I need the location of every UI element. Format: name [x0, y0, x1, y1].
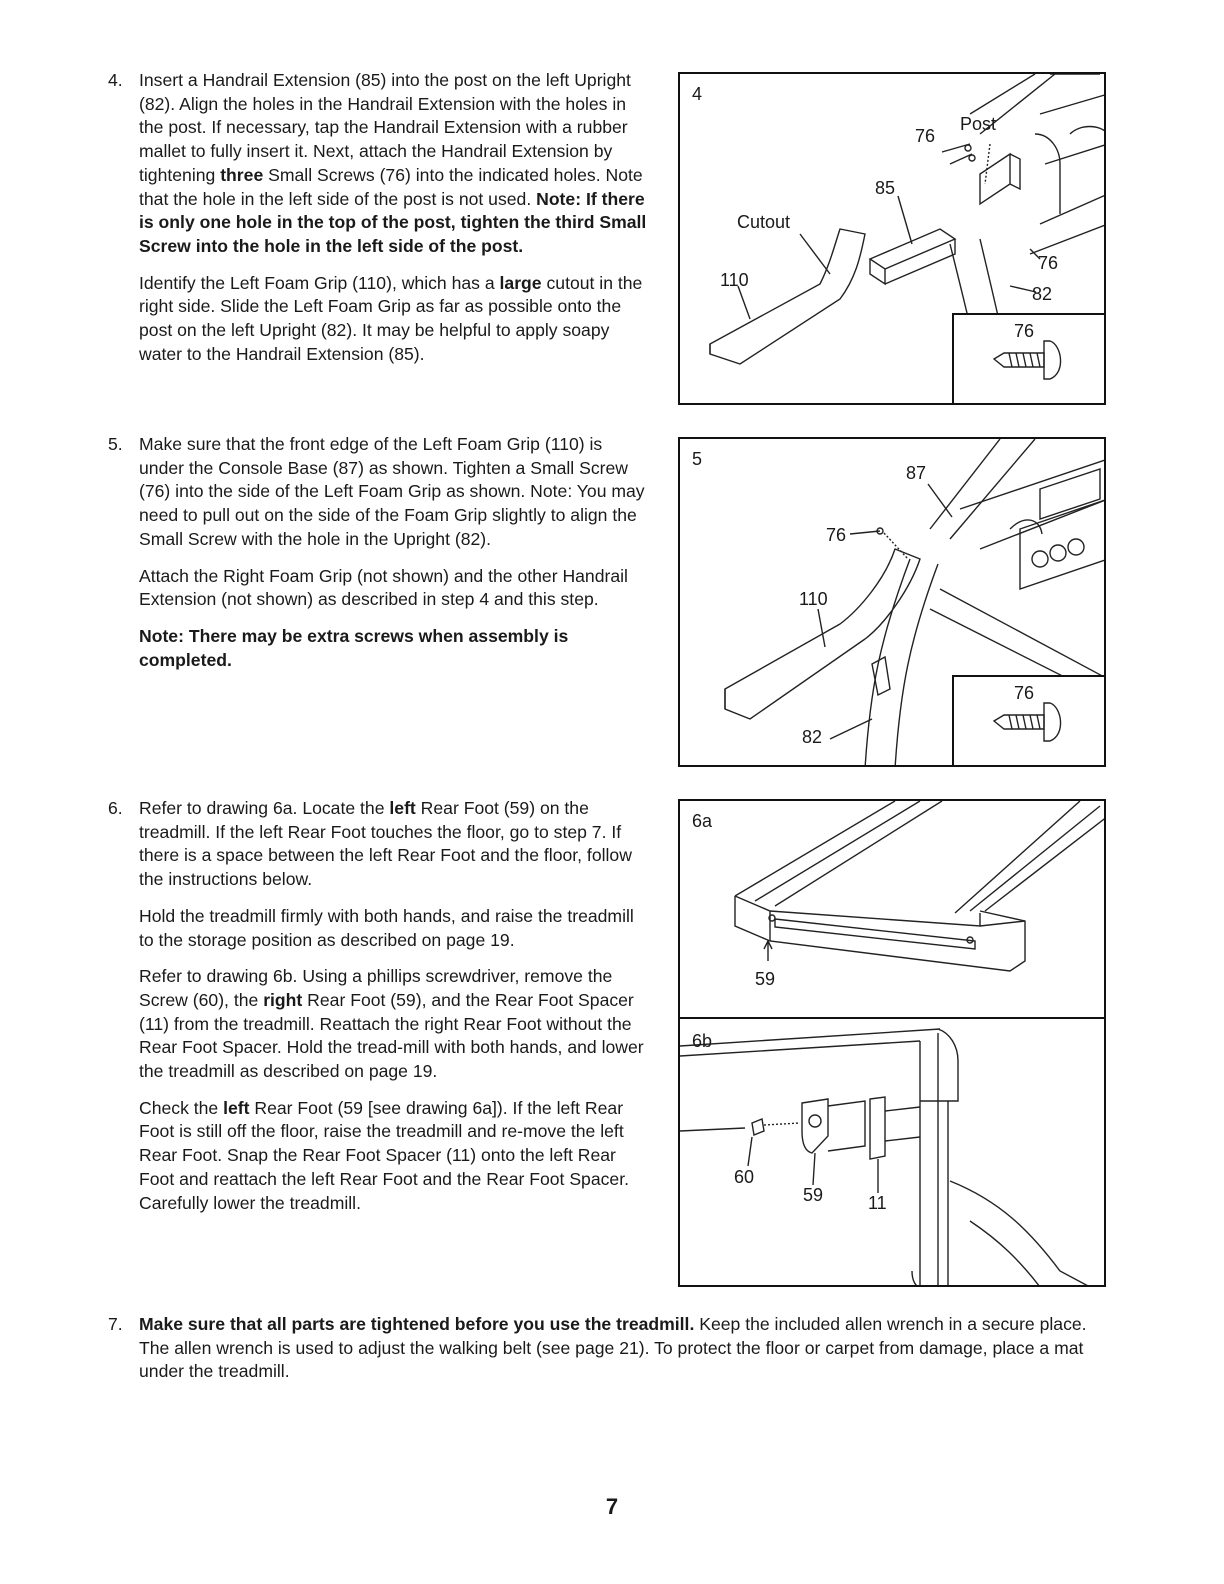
- step-paragraph: [139, 797, 648, 892]
- text-run: Hold the treadmill firmly with both hands, and raise the treadmill to the storage position as described on page 19.: [139, 905, 634, 950]
- callout-76: 76: [915, 126, 936, 146]
- step-5: [108, 433, 648, 685]
- step-7: [108, 1313, 1108, 1397]
- text-run: Small Screws (76) into the indicated holes. Note that the hole in the left side of the post is not used.: [139, 164, 643, 209]
- step-note: [139, 625, 648, 672]
- figure-6: [678, 799, 1106, 1287]
- callout-59: 59: [803, 1185, 824, 1205]
- callout-post: Post: [960, 114, 997, 134]
- step-number: 7.: [108, 1314, 123, 1334]
- text-run: Make sure that the front edge of the Left Foam Grip (110) is under the Console Base (87) as shown. Tighten a Small Screw (76) into the side of the Left Foam Grip as shown. Note: You may need to pull out on the side of the Foam Grip slightly to align the Small Screw with the hole in the Upright (82).: [139, 434, 645, 549]
- text-run: Insert a Handrail Extension (85) into the post on the left Upright (82). Align the holes in the Handrail Extension with the holes in the post. If necessary, tap the Handrail Extension with a rubber mallet to fully insert it. Next, attach the Handrail Extension by tightening: [139, 70, 631, 185]
- callout-76: 76: [826, 525, 847, 545]
- figure-label: 6b: [692, 1031, 713, 1051]
- text-run: Refer to drawing 6b. Using a phillips screwdriver, remove the Screw (60), the: [139, 966, 613, 1010]
- text-run: Identify the Left Foam Grip (110), which has a: [139, 272, 500, 293]
- step-4: [108, 69, 648, 379]
- step-paragraph: [139, 965, 648, 1084]
- bold-text-run: Make sure that all parts are tightened before you use the treadmill.: [139, 1314, 695, 1334]
- bold-text-run: left: [389, 798, 416, 818]
- text-run: Refer to drawing 6a. Locate the: [139, 798, 390, 818]
- screw-inset: [952, 313, 1104, 403]
- callout-cutout: Cutout: [737, 212, 791, 232]
- inset-part-number: 76: [1014, 321, 1035, 341]
- bold-text-run: Note: If there is only one hole in the top of the post, tighten the third Small Screw into the hole in the left side of the post.: [139, 188, 647, 256]
- step-number: 5.: [108, 434, 123, 454]
- bold-text-run: right: [263, 989, 303, 1010]
- screw-icon: [954, 315, 1104, 403]
- text-run: Keep the included allen wrench in a secure place. The allen wrench is used to adjust the walking belt (see page 21). To protect the floor or carpet from damage, place a mat under the treadmill.: [139, 1314, 1087, 1382]
- figure-label: 4: [692, 84, 703, 104]
- step-paragraph: [139, 565, 648, 612]
- callout-82: 82: [1032, 284, 1053, 304]
- step-paragraph: [139, 1097, 648, 1216]
- step-paragraph: [139, 69, 648, 259]
- step-paragraph: [139, 272, 648, 367]
- figure-5: [678, 437, 1106, 767]
- bold-text-run: Note: There may be extra screws when assembly is completed.: [139, 625, 569, 670]
- step-paragraph: [139, 1313, 1108, 1384]
- figure-divider: [680, 1017, 1104, 1019]
- figure-4: [678, 72, 1106, 405]
- page-number: 7: [605, 1494, 619, 1519]
- screw-icon: [954, 677, 1104, 765]
- text-run: Rear Foot (59), and the Rear Foot Spacer (11) from the treadmill. Reattach the right Rear Foot without the Rear Foot Spacer. Hold the tread-mill with both hands, and lower the treadmill as described on page 19.: [139, 989, 644, 1082]
- callout-110: 110: [799, 589, 828, 609]
- figure-label: 6a: [692, 811, 713, 831]
- text-run: Rear Foot (59) on the treadmill. If the left Rear Foot touches the floor, go to step 7. If there is a space between the left Rear Foot and the floor, follow the instructions below.: [139, 798, 632, 890]
- callout-76: 76: [1038, 253, 1059, 273]
- text-run: Check the: [139, 1097, 224, 1118]
- callout-11: 11: [868, 1193, 887, 1213]
- callout-59: 59: [755, 969, 776, 989]
- step-paragraph: [139, 905, 648, 952]
- text-run: cutout in the right side. Slide the Left Foam Grip as far as possible onto the post on the left Upright (82). It may be helpful to apply soapy water to the Handrail Extension (85).: [139, 272, 643, 364]
- step-number: 6.: [108, 798, 123, 818]
- callout-85: 85: [875, 178, 896, 198]
- text-run: Attach the Right Foam Grip (not shown) and the other Handrail Extension (not shown) as described in step 4 and this step.: [139, 565, 628, 610]
- step-6: [108, 797, 648, 1228]
- inset-part-number: 76: [1014, 683, 1035, 703]
- callout-110: 110: [720, 270, 749, 290]
- bold-text-run: large: [499, 272, 542, 293]
- callout-87: 87: [906, 463, 927, 483]
- callout-60: 60: [734, 1167, 755, 1187]
- text-run: Rear Foot (59 [see drawing 6a]). If the left Rear Foot is still off the floor, raise the treadmill and re-move the left Rear Foot. Snap the Rear Foot Spacer (11) onto the left Rear Foot and reattach the left Rear Foot and the Rear Foot Spacer. Carefully lower the treadmill.: [139, 1097, 629, 1213]
- screw-inset: [952, 675, 1104, 765]
- step-number: 4.: [108, 70, 123, 90]
- figure-label: 5: [692, 449, 703, 469]
- bold-text-run: three: [220, 164, 264, 185]
- step-paragraph: [139, 433, 648, 552]
- figure-6-drawing: [680, 801, 1106, 1287]
- bold-text-run: left: [223, 1097, 250, 1118]
- callout-82: 82: [802, 727, 823, 747]
